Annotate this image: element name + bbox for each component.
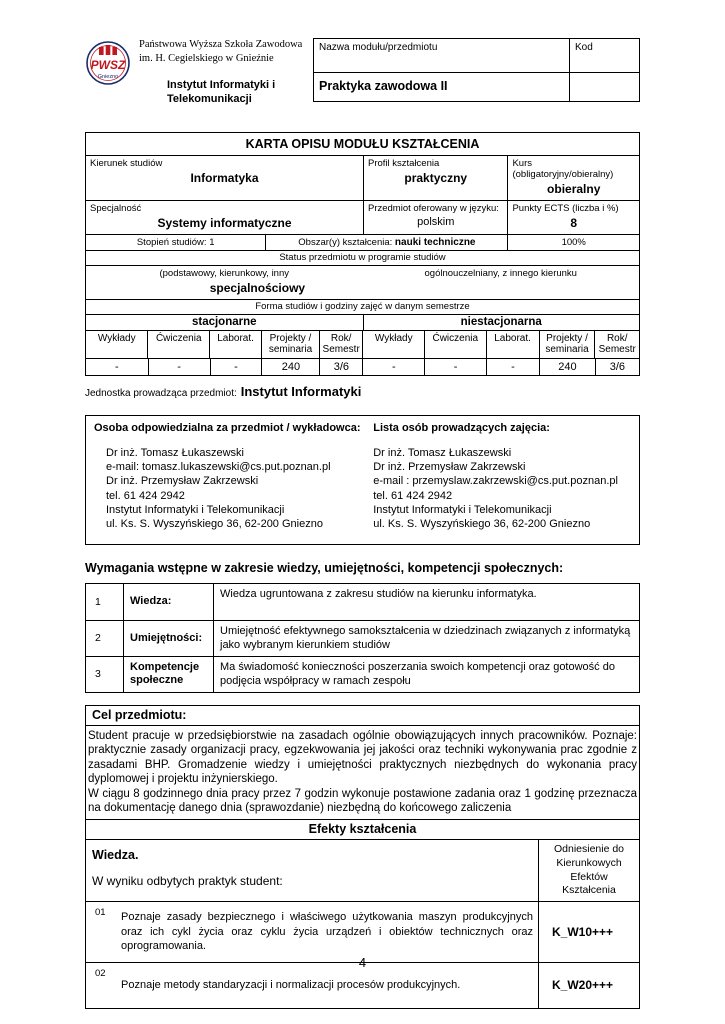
outcomes-header-left: [86, 840, 538, 901]
field-specjalnosc: [86, 201, 363, 234]
field-ects-label: Punkty ECTS (liczba i %): [512, 202, 619, 214]
field-jezyk-value: polskim: [417, 215, 455, 228]
field-jezyk-label: Przedmiot oferowany w języku:: [367, 202, 499, 214]
requirements-heading: Wymagania wstępne w zakresie wiedzy, umiejętności, kompetencji społecznych:: [85, 560, 564, 575]
logo-text: PWSZ: [90, 58, 126, 72]
requirements-table: [85, 583, 640, 693]
contact-address: ul. Ks. S. Wyszyńskiego 36, 62-200 Gniezno: [373, 518, 591, 531]
status-header: Status przedmiotu w programie studiów: [279, 251, 446, 263]
field-profil-label: Profil kształcenia: [367, 157, 440, 169]
institute-name-line1: Instytut Informatyki i: [167, 79, 276, 92]
university-name-line1: Państwowa Wyższa Szkoła Zawodowa: [139, 39, 303, 50]
requirement-label: Kompetencje społeczne: [123, 657, 213, 692]
hours-value: -: [362, 359, 424, 375]
contact-line: Dr inż. Tomasz Łukaszewski: [106, 446, 244, 459]
contact-line: Dr inż. Przemysław Zakrzewski: [373, 461, 526, 474]
forma-header: Forma studiów i godziny zajęć w danym semestrze: [255, 300, 470, 312]
forma-stacjonarne: stacjonarne: [191, 315, 257, 328]
requirement-row: [86, 620, 639, 656]
goal-heading: Cel przedmiotu:: [86, 706, 639, 726]
outcomes-intro: W wyniku odbytych praktyk student:: [92, 874, 283, 889]
jednostka-line: [85, 384, 640, 399]
field-specjalnosc-label: Specjalność: [90, 202, 142, 214]
outcome-number: 01: [95, 907, 106, 919]
module-card-table: [85, 132, 640, 376]
forma-niestacjonarna: niestacjonarna: [363, 315, 640, 330]
contacts-headers: [94, 422, 631, 434]
hours-col-header: Wykłady: [362, 331, 424, 358]
hours-col-header: Rok/ Semestr: [319, 331, 363, 358]
code-value-empty: [569, 73, 639, 101]
hours-col-header: Wykłady: [97, 332, 136, 344]
field-jezyk: [363, 201, 507, 234]
field-ects-value: 8: [570, 215, 578, 230]
contact-address: ul. Ks. S. Wyszyńskiego 36, 62-200 Gniezno: [106, 518, 323, 531]
status-option-right: ogólnouczelniany, z innego kierunku: [424, 267, 577, 279]
field-kierunek: [86, 156, 363, 200]
status-value: specjalnościowy: [209, 280, 306, 295]
status-body-row: [86, 265, 639, 299]
contact-line: Dr inż. Przemysław Zakrzewski: [106, 475, 259, 488]
hours-value: 240: [539, 359, 595, 375]
outcome-reference: K_W10+++: [538, 902, 639, 962]
card-field-row-3: [86, 234, 639, 250]
field-obszar-percent: 100%: [507, 235, 639, 250]
forma-header-row: [86, 299, 639, 314]
hours-value: 3/6: [595, 359, 639, 375]
institute-name: [167, 79, 302, 107]
field-kurs-label: Kurs (obligatoryjny/obieralny): [512, 157, 614, 180]
outcome-number: 02: [95, 967, 106, 979]
hours-value: -: [424, 359, 486, 375]
hours-value: -: [486, 359, 539, 375]
module-name: Praktyka zawodowa II: [319, 79, 448, 93]
contacts-left-column: [94, 446, 373, 532]
hours-col-header: Laborat.: [209, 331, 261, 358]
hours-col-header: Laborat.: [486, 331, 539, 358]
university-logo-icon: [85, 38, 131, 88]
hours-value: -: [210, 359, 262, 375]
contact-line: Instytut Informatyki i Telekomunikacji: [373, 503, 552, 516]
jednostka-label: Jednostka prowadząca przedmiot:: [85, 387, 237, 399]
code-label: Kod: [569, 39, 639, 72]
requirement-label: Wiedza:: [123, 584, 213, 620]
contacts-left-header: Osoba odpowiedzialna za przedmiot / wykładowca:: [94, 421, 361, 434]
requirement-text: Wiedza ugruntowana z zakresu studiów na kierunku informatyka.: [213, 584, 639, 620]
goal-body: [86, 726, 639, 820]
requirement-number: 3: [95, 668, 101, 681]
field-profil-value: praktyczny: [404, 170, 468, 185]
module-name-row: [314, 72, 639, 101]
jednostka-value: Instytut Informatyki: [240, 383, 362, 399]
field-ects: [507, 201, 639, 234]
outcome-text: Poznaje metody standaryzacji i normalizacji procesów produkcyjnych.: [121, 978, 461, 991]
contact-phone: tel. 61 424 2942: [106, 489, 185, 502]
contacts-box: [85, 415, 640, 545]
requirement-text: Ma świadomość konieczności poszerzania swoich kompetencji oraz gotowość do podjęcia współpracy w ramach zespołu: [213, 657, 639, 692]
field-stopien: Stopień studiów: 1: [136, 236, 215, 248]
field-kurs-value: obieralny: [547, 181, 601, 196]
outcomes-section-title: Efekty kształcenia: [86, 819, 639, 839]
module-label-row: [314, 39, 639, 72]
requirement-row: [86, 656, 639, 692]
requirement-number: 1: [95, 595, 101, 608]
hours-col-header: Ćwiczenia: [147, 331, 209, 358]
outcomes-header-row: [86, 839, 639, 901]
requirement-row: [86, 584, 639, 620]
hours-value: -: [148, 359, 210, 375]
contact-email: e-mail : przemyslaw.zakrzewski@cs.put.poznan.pl: [373, 475, 618, 488]
field-obszar-label: Obszar(y) kształcenia:: [298, 236, 393, 248]
header-texts: [139, 38, 302, 107]
hours-col-header: Projekty / seminaria: [261, 331, 319, 358]
contacts-right-header: Lista osób prowadzących zajęcia:: [373, 421, 550, 434]
field-specjalnosc-value: Systemy informatyczne: [157, 215, 292, 230]
contacts-columns: [94, 446, 631, 532]
outcomes-category: Wiedza.: [92, 848, 139, 863]
hours-header-row: [86, 330, 639, 358]
module-name-table: [313, 38, 640, 102]
requirement-number: 2: [95, 632, 101, 645]
status-header-row: [86, 250, 639, 265]
contacts-right-column: [373, 446, 631, 532]
field-obszar: [265, 235, 507, 250]
hours-col-header: Projekty / seminaria: [539, 331, 595, 358]
hours-col-header: Ćwiczenia: [424, 331, 486, 358]
field-kierunek-label: Kierunek studiów: [90, 157, 163, 169]
contact-line: Dr inż. Tomasz Łukaszewski: [373, 446, 512, 459]
field-kurs: [507, 156, 639, 200]
outcome-row: [86, 901, 639, 962]
field-kierunek-value: Informatyka: [190, 170, 259, 185]
contact-phone: tel. 61 424 2942: [373, 489, 453, 502]
module-label: Nazwa modułu/przedmiotu: [319, 42, 438, 53]
hours-col-header: Rok/ Semestr: [594, 331, 639, 358]
forma-row: [86, 314, 639, 330]
status-options: [86, 268, 639, 279]
card-title-row: [86, 133, 639, 155]
card-field-row-1: [86, 155, 639, 200]
hours-value: 3/6: [319, 359, 362, 375]
university-name: [139, 38, 302, 65]
outcomes-reference-header: Odniesienie do Kierunkowych Efektów Kształcenia: [538, 840, 639, 901]
hours-values-row: [86, 358, 639, 375]
field-obszar-value: nauki techniczne: [394, 236, 476, 248]
outcome-reference: K_W20+++: [538, 963, 639, 1008]
header-left: [85, 38, 313, 107]
logo-subtext: Gniezno: [97, 74, 119, 80]
card-title: KARTA OPISU MODUŁU KSZTAŁCENIA: [245, 136, 480, 151]
contact-line: Instytut Informatyki i Telekomunikacji: [106, 503, 285, 516]
requirement-label: Umiejętności:: [123, 621, 213, 656]
page-header: [85, 38, 640, 107]
outcome-text: Poznaje zasady bezpiecznego i właściwego użytkowania maszyn produkcyjnych oraz ich cykl życia oraz cyklu życia urządzeń i obiektów technicznych oraz oprogramowania.: [121, 911, 533, 953]
status-body: [86, 266, 639, 299]
goal-paragraph-2: W ciągu 8 godzinnego dnia pracy przez 7 godzin wykonuje postawione zadania oraz 1 godzinę przeznacza na dokumentację danego dnia (sprawozdanie) niezbędną do końcowego zaliczenia: [88, 787, 637, 814]
institute-name-line2: Telekomunikacji: [167, 93, 252, 106]
university-name-line2: im. H. Cegielskiego w Gnieźnie: [139, 52, 274, 64]
field-profil: [363, 156, 507, 200]
university-logo: [85, 38, 131, 107]
contact-email: e-mail: tomasz.lukaszewski@cs.put.poznan.pl: [106, 461, 331, 474]
status-option-left: (podstawowy, kierunkowy, inny: [159, 267, 290, 279]
page-number: 4: [358, 955, 367, 970]
card-field-row-2: [86, 200, 639, 234]
hours-value: 240: [261, 359, 319, 375]
goal-paragraph-1: Student pracuje w przedsiębiorstwie na zasadach ogólnie obowiązujących innych pracowników. Poznaje: praktycznie zasady organizacji pracy, egzekwowania jej jakości oraz techniki wykonywania prac zgodnie z zasadami BHP. Gromadzenie wiedzy i umiejętności praktycznych niezbędnych do wykonania pracy dyplomowej i projektu inżynierskiego.: [88, 729, 637, 786]
hours-value: -: [115, 360, 119, 373]
requirement-text: Umiejętność efektywnego samokształcenia w dziedzinach związanych z informatyką jako wybranym kierunkiem studiów: [213, 621, 639, 656]
